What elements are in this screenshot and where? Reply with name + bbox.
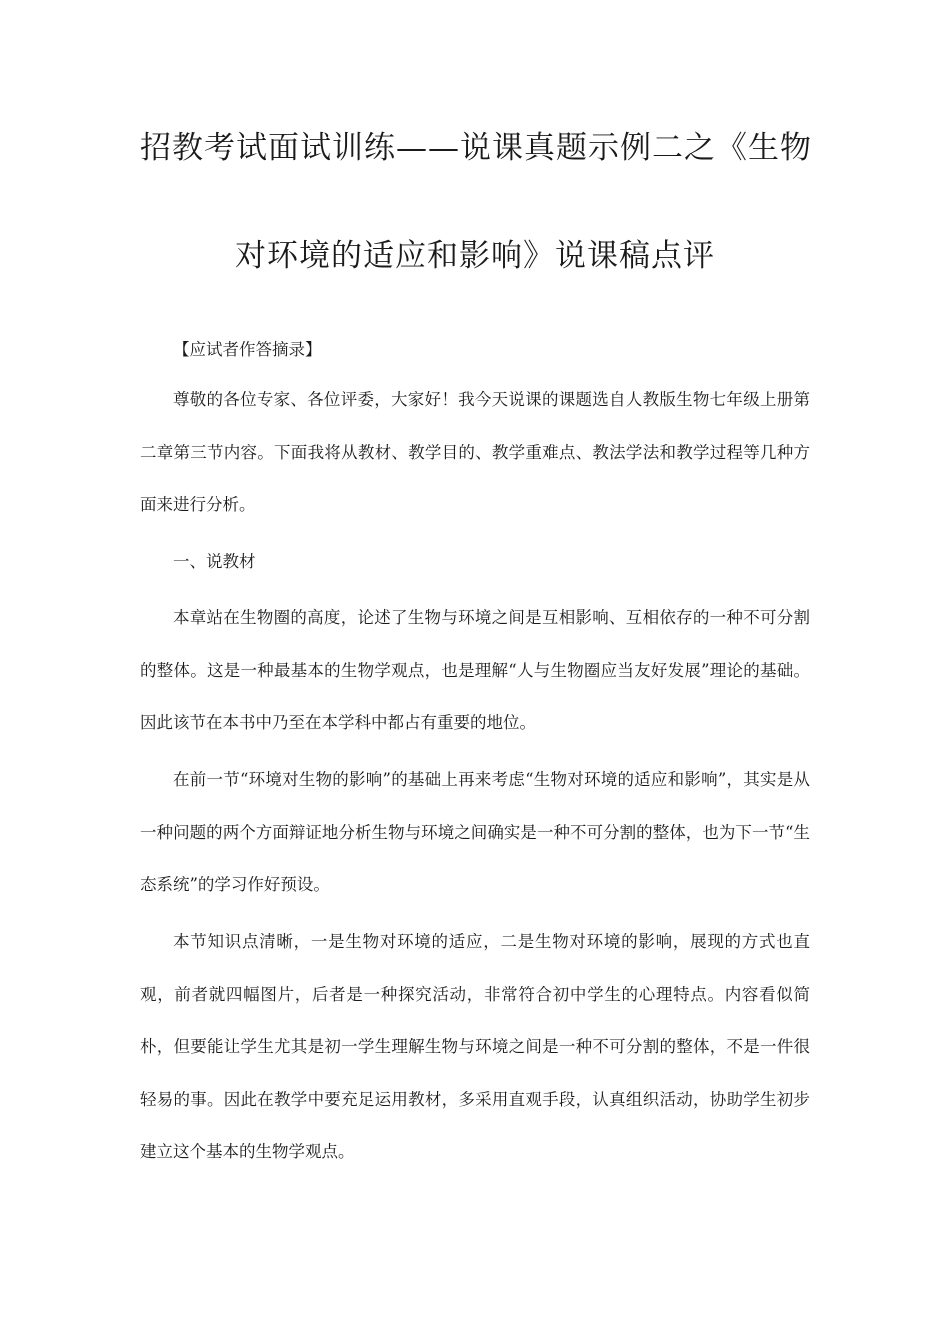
paragraph-greeting: 尊敬的各位专家、各位评委，大家好！我今天说课的课题选自人教版生物七年级上册第二章第三节内容。下面我将从教材、教学目的、教学重难点、教法学法和教学过程等几种方面来进行分析。 xyxy=(140,390,810,514)
section-heading-textbook: 一、说教材 xyxy=(173,552,256,571)
section-label: 【应试者作答摘录】 xyxy=(173,340,322,359)
paragraph-body-2: 在前一节“环境对生物的影响”的基础上再来考虑“生物对环境的适应和影响”，其实是从一种问题的两个方面辩证地分析生物与环境之间确实是一种不可分割的整体，也为下一节“生态系统”的学习作好预设。 xyxy=(140,770,810,894)
title-line-1: 招教考试面试训练——说课真题示例二之《生物 xyxy=(140,130,812,166)
paragraph-body-3: 本节知识点清晰，一是生物对环境的适应，二是生物对环境的影响，展现的方式也直观，前者就四幅图片，后者是一种探究活动，非常符合初中学生的心理特点。内容看似简朴，但要能让学生尤其是初一学生理解生物与环境之间是一种不可分割的整体，不是一件很轻易的事。因此在教学中要充足运用教材，多采用直观手段，认真组织活动，协助学生初步建立这个基本的生物学观点。 xyxy=(140,932,810,1161)
paragraph-body-1: 本章站在生物圈的高度，论述了生物与环境之间是互相影响、互相依存的一种不可分割的整体。这是一种最基本的生物学观点，也是理解“人与生物圈应当友好发展”理论的基础。因此该节在本书中乃至在本学科中都占有重要的地位。 xyxy=(140,608,810,732)
title-line-2: 对环境的适应和影响》说课稿点评 xyxy=(235,238,715,274)
